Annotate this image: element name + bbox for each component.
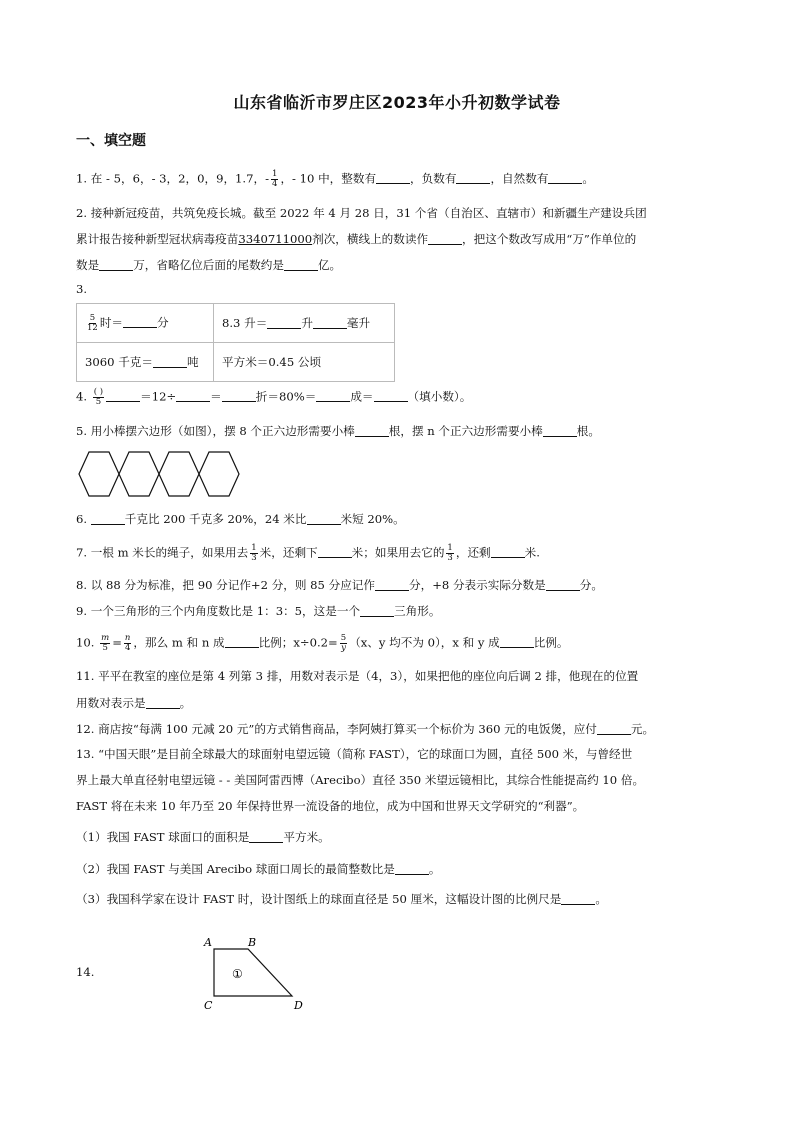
answer-blank[interactable] [360,604,394,617]
section-heading: 一、填空题 [76,133,146,149]
answer-blank[interactable] [318,545,352,558]
vertex-label-b: B [248,936,257,949]
question-13-line-3: FAST 将在未来 10 年乃至 20 年保持世界一流设备的地位，成为中国和世界天文学研究的“利器”。 [76,799,585,813]
question-2-line-1: 2. 接种新冠疫苗，共筑免疫长城。截至 2022 年 4 月 28 日，31 个省（自治区、直辖市）和新疆生产建设兵团 [76,206,647,220]
answer-blank[interactable] [500,635,534,648]
answer-blank[interactable] [375,578,409,591]
answer-blank[interactable] [106,389,140,402]
question-13-part-1: （1）我国 FAST 球面口的面积是 平方米。 [76,830,330,844]
question-2-line-2: 累计报告接种新型冠状病毒疫苗3340711000剂次，横线上的数读作 ，把这个数改写成用“万”作单位的 [76,232,637,246]
conversion-table [76,303,395,382]
question-3-label: 3. [76,282,88,296]
answer-blank[interactable] [284,258,318,271]
question-9: 9. 一个三角形的三个内角度数比是 1：3：5，这是一个 三角形。 [76,604,441,618]
answer-blank[interactable] [123,315,157,328]
answer-blank[interactable] [428,232,462,245]
answer-blank[interactable] [99,258,133,271]
answer-blank[interactable] [561,892,595,905]
region-label: ① [232,967,243,981]
answer-blank[interactable] [376,171,410,184]
answer-blank[interactable] [543,424,577,437]
vertex-label-c: C [204,999,213,1012]
question-5: 5. 用小棒摆六边形（如图），摆 8 个正六边形需要小棒 根，摆 n 个正六边形需要小棒 根。 [76,424,600,438]
question-6: 6. 千克比 200 千克多 20%，24 米比 米短 20%。 [76,512,405,526]
question-4: 4. $\frac{( )}{5}$ ＝12÷ ＝ 折＝80%＝ 成＝ （填小数）。 [76,387,472,407]
question-10: 10. $\frac{m}{5}$ = $\frac{n}{4}$ ，那么 m 和 n 成 比例；x÷0.2= $\frac{5}{y}$ （x、y 均不为 0），x 和 y 成 比例。 [76,633,569,653]
question-13-line-2: 界上最大单直径射电望远镜 - - 美国阿雷西博（Arecibo）直径 350 米望远镜相比，其综合性能提高约 10 倍。 [76,773,645,787]
answer-blank[interactable] [316,389,350,402]
question-11-line-2: 用数对表示是 。 [76,696,192,710]
question-13-line-1: 13. “中国天眼”是目前全球最大的球面射电望远镜（简称 FAST），它的球面口为圆，直径 500 米，与曾经世 [76,747,633,761]
answer-blank[interactable] [249,830,283,843]
hexagon-chain-figure [78,450,244,498]
table-cell: 3060 千克＝ 吨 [77,343,214,382]
question-2-line-3: 数是 万，省略亿位后面的尾数约是 亿。 [76,258,342,272]
answer-blank[interactable] [153,355,187,368]
underlined-number: 3340711000 [238,232,313,246]
vertex-label-a: A [204,936,212,949]
question-8: 8. 以 88 分为标准，把 90 分记作+2 分，则 85 分应记作 分，+8 分表示实际分数是 分。 [76,578,603,592]
table-cell: 平方米＝0.45 公顷 [214,343,395,382]
question-11-line-1: 11. 平平在教室的座位是第 4 列第 3 排，用数对表示是（4，3），如果把他的座位向后调 2 排，他现在的位置 [76,669,639,683]
answer-blank[interactable] [355,424,389,437]
answer-blank[interactable] [146,696,180,709]
question-13-part-3: （3）我国科学家在设计 FAST 时，设计图纸上的球面直径是 50 厘米，这幅设计图的比例尺是 。 [76,892,607,906]
question-13-part-2: （2）我国 FAST 与美国 Arecibo 球面口周长的最简整数比是 。 [76,862,441,876]
answer-blank[interactable] [91,512,125,525]
table-cell: 8.3 升＝ 升 毫升 [214,304,395,343]
answer-blank[interactable] [313,316,347,329]
answer-blank[interactable] [222,389,256,402]
answer-blank[interactable] [395,862,429,875]
question-12: 12. 商店按“每满 100 元减 20 元”的方式销售商品，李阿姨打算买一个标价为 360 元的电饭煲，应付 元。 [76,722,655,736]
answer-blank[interactable] [225,635,259,648]
answer-blank[interactable] [267,316,301,329]
question-1: 1. 在 - 5，6，- 3，2，0，9，1.7，- $\frac{1}{4}$ ，- 10 中，整数有 ，负数有 ，自然数有 。 [76,169,595,189]
table-cell: $\frac{5}{12}$ 时＝ 分 [77,304,214,343]
answer-blank[interactable] [307,512,341,525]
answer-blank[interactable] [546,578,580,591]
trapezoid-figure [198,933,314,1013]
fraction: $\frac{1}{4}$ [272,169,278,189]
answer-blank[interactable] [548,171,582,184]
answer-blank[interactable] [374,389,408,402]
answer-blank[interactable] [176,389,210,402]
question-7: 7. 一根 m 米长的绳子，如果用去 $\frac{1}{3}$ 米，还剩下 米；如果用去它的 $\frac{1}{3}$ ，还剩 米. [76,543,540,563]
answer-blank[interactable] [597,722,631,735]
answer-blank[interactable] [491,545,525,558]
answer-blank[interactable] [456,171,490,184]
page-title: 山东省临沂市罗庄区2023年小升初数学试卷 [233,93,561,112]
question-14-label: 14. [76,965,95,979]
vertex-label-d: D [294,999,303,1012]
